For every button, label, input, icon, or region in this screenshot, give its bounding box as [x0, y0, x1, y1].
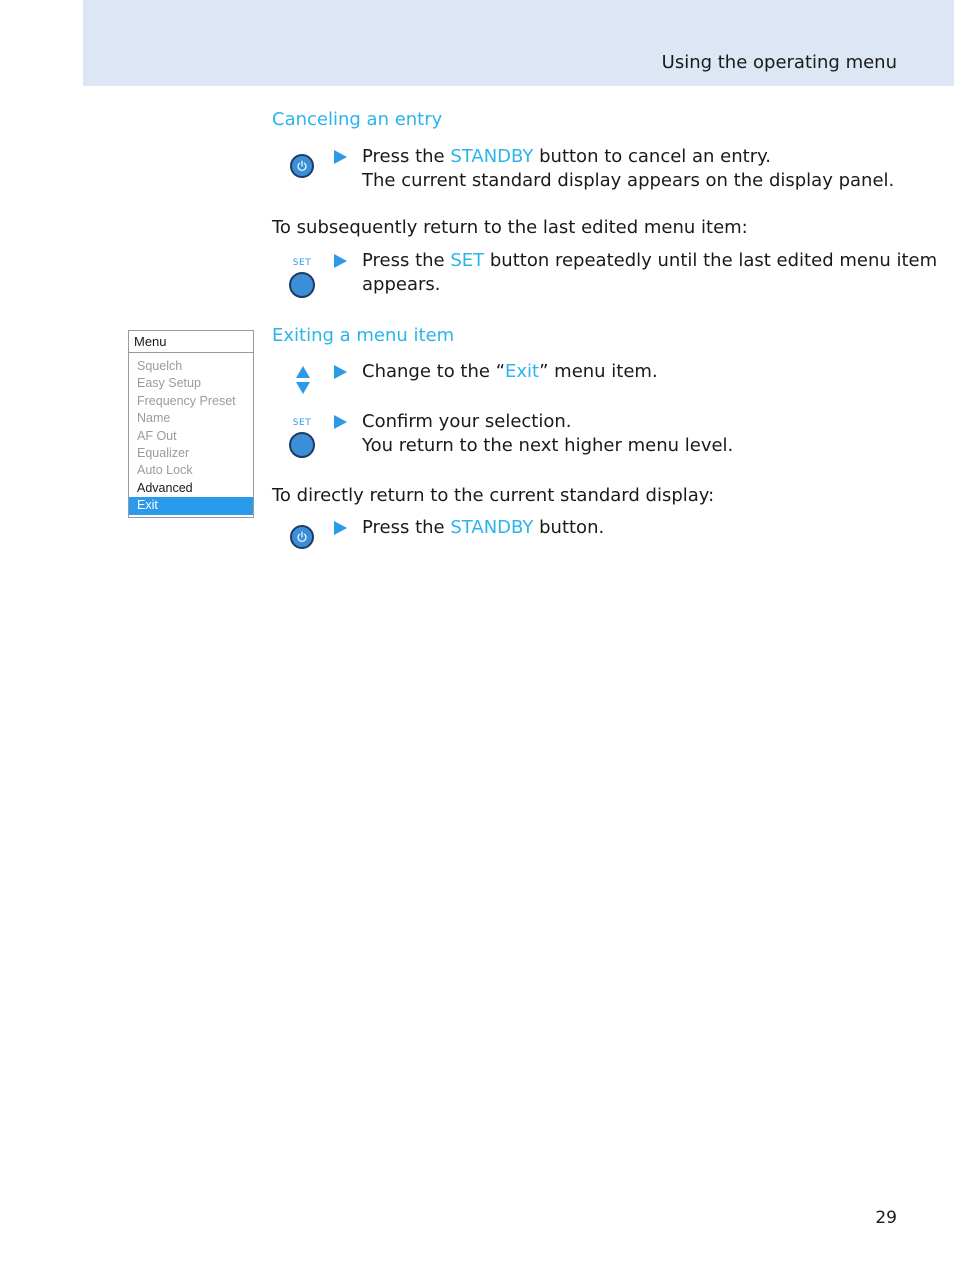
- menu-item-squelch: Squelch: [137, 359, 183, 373]
- step-text-line2: appears.: [362, 274, 441, 295]
- menu-title: Menu: [129, 331, 253, 353]
- keyword-standby: STANDBY: [450, 517, 534, 538]
- down-arrow-icon: [296, 382, 310, 394]
- menu-item-advanced: Advanced: [137, 480, 193, 495]
- header-title: Using the operating menu: [661, 52, 897, 73]
- set-button-icon: [287, 258, 317, 302]
- menu-display-panel: [128, 330, 254, 518]
- menu-item-name: Name: [137, 411, 171, 426]
- set-circle-icon: [289, 432, 315, 458]
- keyword-standby: STANDBY: [450, 146, 534, 167]
- intro-return-last-item: To subsequently return to the last edited menu item:: [272, 217, 748, 238]
- step-text-suffix: button.: [533, 517, 605, 538]
- step-text-prefix: Press the: [362, 250, 451, 271]
- intro-return-standard-display: To directly return to the current standard display:: [272, 485, 715, 506]
- step-arrow-icon: [334, 521, 347, 535]
- step-text-line1: Confirm your selection.: [362, 411, 572, 432]
- set-circle-icon: [289, 272, 315, 298]
- menu-item-auto-lock: Auto Lock: [137, 463, 193, 478]
- step-text-suffix: button repeatedly until the last edited menu item: [484, 250, 938, 271]
- step-arrow-icon: [334, 365, 347, 379]
- up-down-arrows-icon: [295, 366, 311, 396]
- menu-list: [129, 358, 253, 515]
- standby-button-icon-2: [290, 525, 314, 549]
- set-button-icon-2: [287, 418, 317, 462]
- heading-canceling-entry: Canceling an entry: [272, 109, 443, 130]
- step-text-prefix: Press the: [362, 517, 451, 538]
- set-label: SET: [292, 258, 312, 268]
- header-band: [83, 0, 954, 86]
- menu-item-frequency-preset: Frequency Preset: [137, 393, 236, 408]
- keyword-set: SET: [450, 250, 485, 271]
- step-text-line2: You return to the next higher menu level.: [362, 435, 734, 456]
- up-arrow-icon: [296, 366, 310, 378]
- set-label: SET: [292, 418, 312, 428]
- step-text-suffix: button to cancel an entry.: [533, 146, 771, 167]
- step-text-suffix: ” menu item.: [539, 361, 658, 382]
- step-arrow-icon: [334, 254, 347, 268]
- page-number: 29: [875, 1208, 897, 1228]
- menu-item-exit: Exit: [129, 497, 253, 514]
- step-arrow-icon: [334, 415, 347, 429]
- keyword-exit: Exit: [505, 361, 540, 382]
- step-arrow-icon: [334, 150, 347, 164]
- menu-item-easy-setup: Easy Setup: [137, 376, 201, 391]
- heading-exiting-menu-item: Exiting a menu item: [272, 325, 455, 346]
- menu-item-equalizer: Equalizer: [137, 445, 190, 460]
- step-text-line2: The current standard display appears on the display panel.: [362, 170, 895, 191]
- step-text-prefix: Change to the “: [362, 361, 506, 382]
- step-text-prefix: Press the: [362, 146, 451, 167]
- menu-item-af-out: AF Out: [137, 428, 177, 443]
- standby-button-icon: [290, 154, 314, 178]
